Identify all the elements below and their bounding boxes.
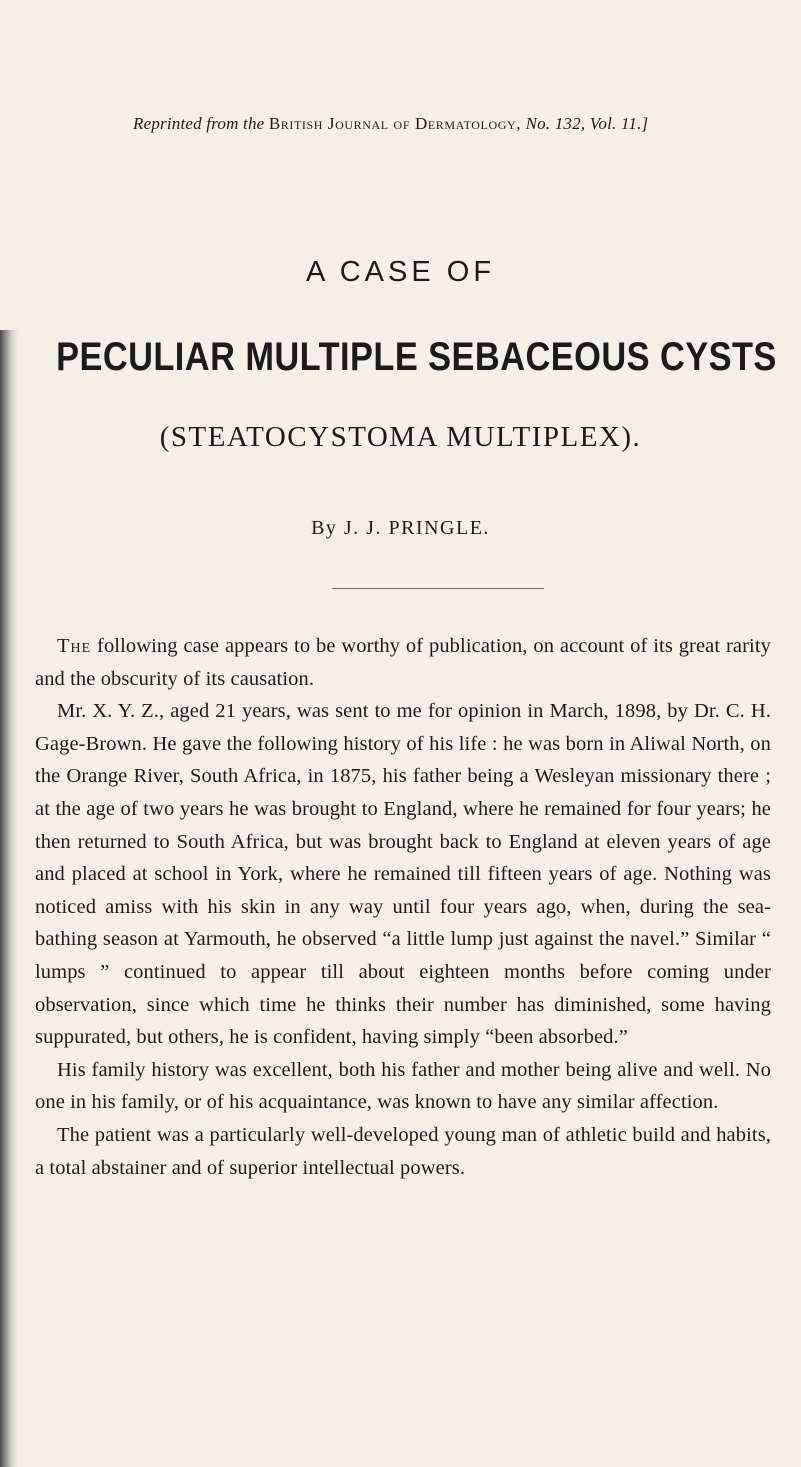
reprint-prefix: Reprinted from the (133, 114, 265, 133)
author-byline: By J. J. PRINGLE. (311, 517, 490, 539)
paragraph-1 (35, 630, 771, 695)
title-line-1: A CASE OF (305, 256, 496, 288)
journal-name: British Journal of Dermatology, (268, 114, 522, 133)
paragraph-2: Mr. X. Y. Z., aged 21 years, was sent to me for opinion in March, 1898, by Dr. C. H. Gage-Brown. He gave the following history of his life : he was born in Aliwal North, on the Orange River, South Africa, in 1875, his father being a Wesleyan missionary there ; at the age of two years he was brought to England, where he remained for four years; he then returned to South Africa, but was brought back to England at eleven years of age and placed at school in York, where he remained till fifteen years of age. Nothing was noticed amiss with his skin in any way until four years ago, when, during the sea-bathing season at Yarmouth, he observed “a little lump just against the navel.” Similar “ lumps ” continued to appear till about eighteen months before coming under observation, since which time he thinks their number has diminished, some having suppurated, but others, he is confident, having simply “been absorbed.” (35, 700, 771, 1049)
title-line-3: (STEATOCYSTOMA MULTIPLEX). (159, 421, 642, 453)
reprint-header (133, 114, 648, 134)
title-line-2: PECULIAR MULTIPLE SEBACEOUS CYSTS (56, 335, 777, 379)
paragraph-3: His family history was excellent, both his father and mother being alive and well. No one in his family, or of his acquaintance, was known to have any similar affection. (35, 1058, 771, 1114)
article-body (35, 630, 771, 1184)
divider-rule (332, 588, 544, 589)
paragraph-4: The patient was a particularly well-developed young man of athletic build and habits, a total abstainer and of superior intellectual powers. (35, 1123, 771, 1179)
paragraph-1-text: following case appears to be worthy of publication, on account of its great rarity and the obscurity of its causation. (35, 635, 771, 690)
issue-info: No. 132, Vol. 11.] (525, 114, 649, 133)
binding-edge-shadow (0, 330, 18, 1467)
paragraph-1-lead: The (57, 635, 92, 657)
